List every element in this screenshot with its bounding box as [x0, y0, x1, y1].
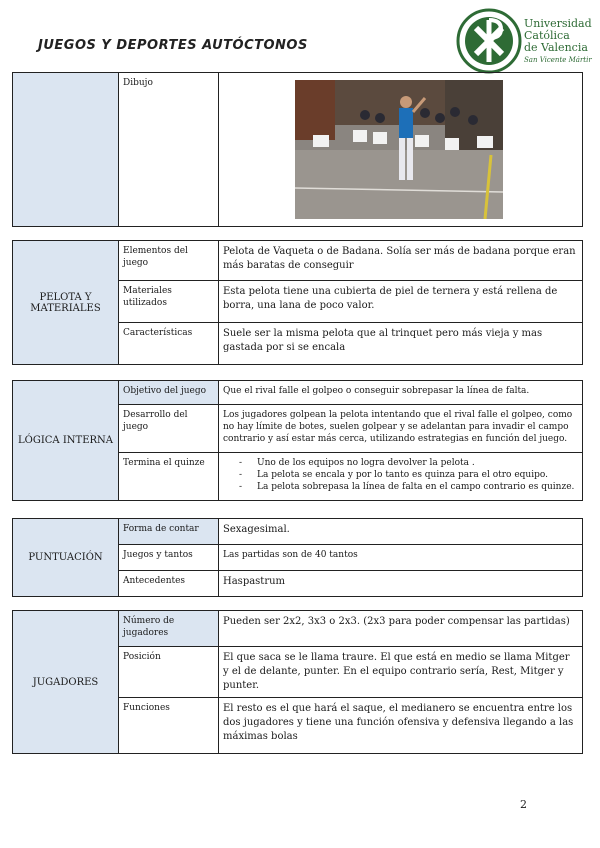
jugadores-category: JUGADORES	[13, 611, 119, 754]
jugadores-row-value: El que saca se le llama traure. El que está en medio se llama Mitger y el de delante, punter. En el equipo contrario sería, Rest, Mitger y punter.	[219, 647, 583, 698]
logica-row-label: Objetivo del juego	[119, 381, 219, 405]
quinze-bullet-list	[223, 457, 578, 493]
puntuacion-row-value: Las partidas son de 40 tantos	[219, 545, 583, 571]
jugadores-row-value: Pueden ser 2x2, 3x3 o 2x3. (2x3 para poder compensar las partidas)	[219, 611, 583, 647]
pelota-category: PELOTA Y MATERIALES	[13, 241, 119, 365]
logo-line-4: San Vicente Mártir	[524, 56, 592, 64]
list-item: - La pelota se encala y por lo tanto es quinza para el otro equipo.	[257, 469, 578, 481]
jugadores-row-label: Funciones	[119, 698, 219, 754]
document-title: JUEGOS Y DEPORTES AUTÓCTONOS	[38, 38, 308, 53]
list-item: - Uno de los equipos no logra devolver la pelota .	[257, 457, 578, 469]
logo-line-2: Católica	[524, 29, 570, 42]
logica-category: LÓGICA INTERNA	[13, 381, 119, 501]
jugadores-row-label: Posición	[119, 647, 219, 698]
pelota-section	[12, 240, 583, 365]
logica-row-label: Termina el quinze	[119, 453, 219, 501]
pelota-row-value: Esta pelota tiene una cubierta de piel de ternera y está rellena de borra, una lana de poco valor.	[219, 281, 583, 323]
puntuacion-category: PUNTUACIÓN	[13, 519, 119, 597]
jugadores-row-label: Número de jugadores	[119, 611, 219, 647]
puntuacion-row-value: Sexagesimal.	[219, 519, 583, 545]
university-logo	[456, 8, 596, 74]
logica-section	[12, 380, 583, 501]
pelota-row-label: Características	[119, 323, 219, 365]
logica-bullet-list-cell	[219, 453, 583, 501]
drawing-label: Dibujo	[119, 73, 219, 227]
logica-row-value: Que el rival falle el golpeo o conseguir sobrepasar la línea de falta.	[219, 381, 583, 405]
pelota-row-value: Suele ser la misma pelota que al trinquet pero más vieja y mas gastada por si se encala	[219, 323, 583, 365]
logo-line-3: de Valencia	[524, 41, 588, 54]
puntuacion-row-value: Haspastrum	[219, 571, 583, 597]
jugadores-row-value: El resto es el que hará el saque, el medianero se encuentra entre los dos jugadores y tiene una función ofensiva y defensiva llegando a las máximas bolas	[219, 698, 583, 754]
pelota-row-label: Elementos del juego	[119, 241, 219, 281]
page-number: 2	[520, 798, 527, 811]
puntuacion-row-label: Antecedentes	[119, 571, 219, 597]
puntuacion-section	[12, 518, 583, 597]
puntuacion-row-label: Juegos y tantos	[119, 545, 219, 571]
list-item: - La pelota sobrepasa la línea de falta en el campo contrario es quinze.	[257, 481, 578, 493]
logica-row-value: Los jugadores golpean la pelota intentando que el rival falle el golpeo, como no hay límite de botes, suelen golpear y se adelantan para invadir el campo contrario y así estar más cerca, utilizando estrategias en función del juego.	[219, 405, 583, 453]
pelota-player-photo	[295, 80, 503, 219]
jugadores-section	[12, 610, 583, 754]
chi-rho-emblem-icon	[456, 8, 522, 74]
logica-row-label: Desarrollo del juego	[119, 405, 219, 453]
pelota-row-value: Pelota de Vaqueta o de Badana. Solía ser más de badana porque eran más baratas de conseguir	[219, 241, 583, 281]
logo-line-1: Universidad	[524, 17, 592, 30]
puntuacion-row-label: Forma de contar	[119, 519, 219, 545]
drawing-category-cell	[13, 73, 119, 227]
pelota-row-label: Materiales utilizados	[119, 281, 219, 323]
